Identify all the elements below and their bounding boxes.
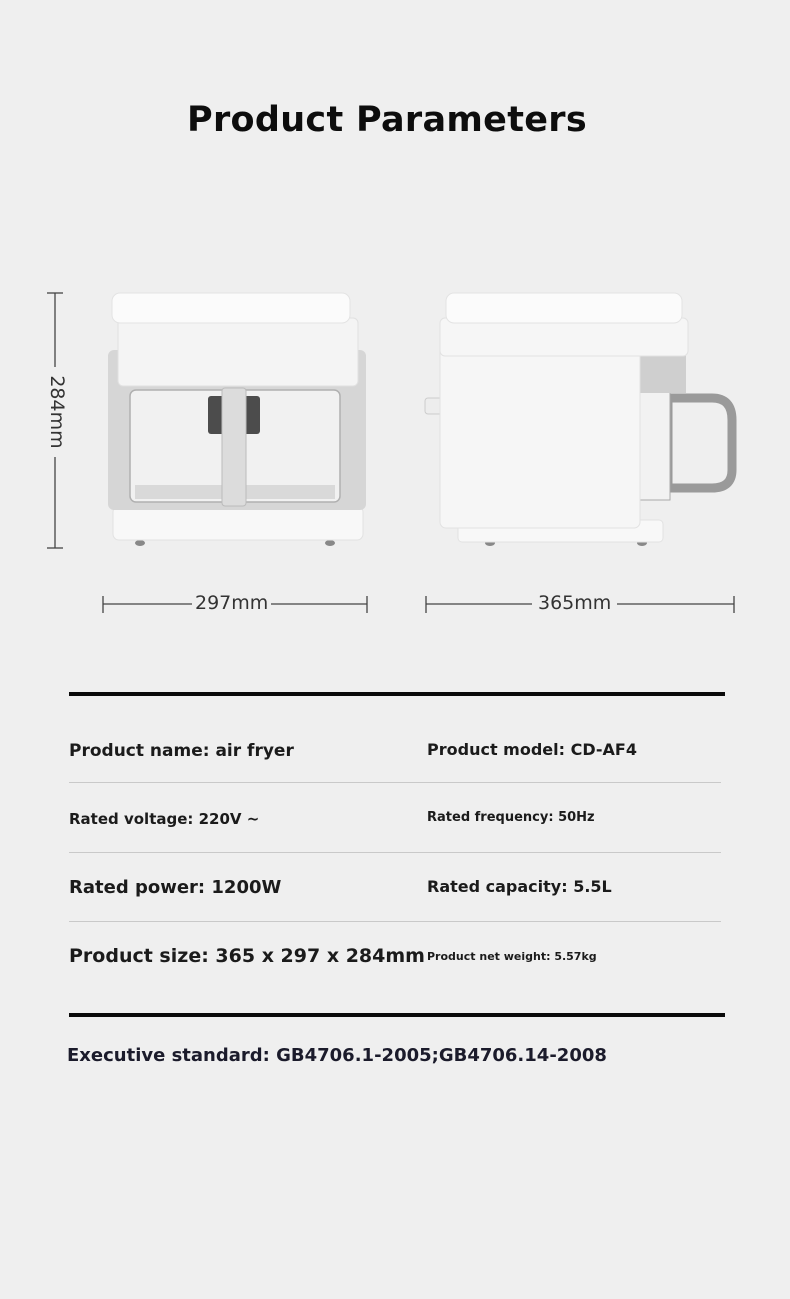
page-title: Product Parameters [187, 100, 587, 140]
spec-rated-frequency: Rated frequency: 50Hz [427, 810, 595, 825]
spec-rated-power: Rated power: 1200W [69, 877, 282, 898]
table-bottom-rule [69, 1013, 725, 1017]
table-row-divider [69, 782, 721, 783]
executive-standard: Executive standard: GB4706.1-2005;GB4706.14-2008 [67, 1045, 607, 1066]
spec-product-name: Product name: air fryer [69, 741, 294, 761]
spec-product-size: Product size: 365 x 297 x 284mm [69, 945, 425, 967]
spec-rated-capacity: Rated capacity: 5.5L [427, 877, 612, 896]
table-row-divider [69, 921, 721, 922]
spec-net-weight: Product net weight: 5.57kg [427, 950, 597, 963]
table-top-rule [69, 692, 725, 696]
front-view-fryer [108, 293, 366, 546]
depth-label: 365mm [532, 592, 617, 614]
table-row-divider [69, 852, 721, 853]
height-label [36, 370, 76, 460]
height-value: 284mm [46, 367, 68, 457]
side-view-fryer [425, 293, 732, 546]
spec-product-model: Product model: CD-AF4 [427, 740, 637, 759]
width-label: 297mm [192, 592, 271, 614]
spec-rated-voltage: Rated voltage: 220V ~ [69, 810, 260, 828]
